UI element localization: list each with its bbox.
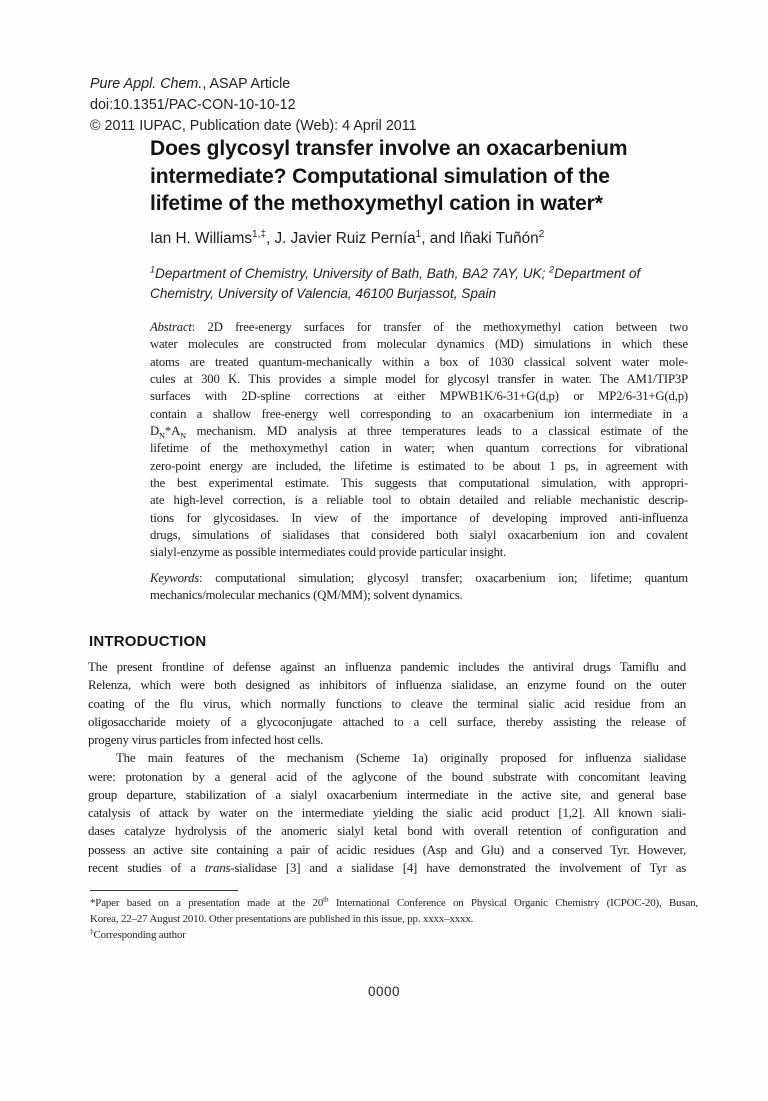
paragraph: [150, 570, 688, 605]
text-line: Does glycosyl transfer involve an oxacarbenium: [150, 137, 628, 160]
text-line: tions for glycosidases. In view of the importance of developing improved anti-influenza: [150, 510, 688, 525]
text-line: doi:10.1351/PAC-CON-10-10-12: [90, 97, 296, 113]
text-line: the best experimental estimate. This suggests that computational simulation, with appropri-: [150, 476, 688, 491]
text-line: lifetime of the methoxymethyl cation in water; when quantum corrections for vibrational: [150, 441, 688, 456]
journal-citation-header: [90, 74, 417, 137]
keywords: [150, 570, 688, 605]
text-line: Korea, 22–27 August 2010. Other presentations are published in this issue, pp. xxxx–xxxx.: [90, 912, 474, 925]
text-line: catalysis of attack by water on the intermediate yielding the sialic acid product [1,2]. All known siali-: [88, 806, 686, 820]
text-line: ‡Corresponding author: [90, 926, 186, 941]
text-line: were: protonation by a general acid of the aglycone of the bound substrate with concomitant leaving: [88, 769, 686, 784]
text-line: cules at 300 K. This provides a simple model for glycosyl transfer in water. The AM1/TIP3P: [150, 372, 688, 387]
page-number: 0000: [367, 984, 401, 999]
affiliations: [150, 264, 695, 304]
text-line: mechanics/molecular mechanics (QM/MM); solvent dynamics.: [150, 588, 463, 603]
abstract: [150, 319, 688, 562]
text-line: atoms are treated quantum-mechanically within a box of 1030 classical solvent water mole-: [150, 354, 688, 369]
paragraph: [90, 896, 698, 928]
paragraph: [90, 928, 698, 944]
text-line: surfaces with 2D-spline corrections at either MPWB1K/6-31+G(d,p) or MP2/6-31+G(d,p): [150, 389, 688, 404]
text-line: Pure Appl. Chem., ASAP Article: [90, 76, 291, 92]
text-line: $D_N*A_N$ mechanism. MD analysis at three temperatures leads to a classical estimate of the: [150, 424, 688, 441]
text-line: contain a shallow free-energy well corresponding to an oxacarbenium ion intermediate in a: [150, 406, 688, 421]
text-line: intermediate? Computational simulation of the: [150, 164, 610, 188]
text-line: Chemistry, University of Valencia, 46100 Burjassot, Spain: [150, 286, 497, 301]
text-line: water molecules are constructed from molecular dynamics (MD) simulations in which these: [150, 337, 688, 352]
text-line: sialyl-enzyme as possible intermediates could provide particular insight.: [150, 545, 507, 560]
paragraph: [88, 749, 686, 877]
article-title: [150, 135, 686, 218]
text-line: possess an active site containing a pair of acidic residues (Asp and Glu) and a conserved Tyr. However,: [88, 842, 686, 857]
text-line: The present frontline of defense against an influenza pandemic includes the antiviral drugs Tamiflu and: [88, 660, 686, 674]
text-line: oligosaccharide moiety of a glycoconjugate attached to a cell surface, thereby assisting the release of: [88, 714, 686, 729]
text-line: zero-point energy are included, the lifetime is estimated to be about 1 ps, in agreement with: [150, 458, 688, 473]
text-line: $^1$Department of Chemistry, University of Bath, Bath, BA2 7AY, UK; $^2$Department of: [150, 264, 641, 281]
text-line: dases catalyze hydrolysis of the anomeric sialyl ketal bond with overall retention of configuration and: [88, 824, 686, 839]
text-line: Relenza, which were both designed as inhibitors of influenza sialidase, an enzyme found on the outer: [88, 678, 686, 693]
text-line: Keywords: computational simulation; glycosyl transfer; oxacarbenium ion; lifetime; quantum: [150, 571, 688, 585]
text-line: *Paper based on a presentation made at the 20th International Conference on Physical Organic Chemistry (ICPOC-20), Busan,: [90, 895, 698, 909]
text-line: progeny virus particles from infected host cells.: [88, 733, 324, 747]
text-line: group departure, stabilization of a sialyl oxacarbenium intermediate in the active site, and general base: [88, 787, 686, 802]
footnotes: [90, 896, 698, 943]
introduction-body: [88, 658, 686, 877]
paragraph: [88, 658, 686, 749]
footnote-divider: [90, 890, 238, 891]
text-line: © 2011 IUPAC, Publication date (Web): 4 April 2011: [90, 118, 417, 134]
author-line: Ian H. Williams$^{1,\ddagger}$, J. Javier Ruiz Pernía$^1$, and Iñaki Tuñón$^2$: [150, 228, 545, 247]
text-line: lifetime of the methoxymethyl cation in water*: [150, 192, 603, 215]
text-line: drugs, simulations of sialidases that considered both sialyl oxacarbenium ion and covalent: [150, 528, 688, 543]
text-line: ate high-level correction, is a reliable tool to obtain detailed and reliable mechanistic descrip-: [150, 493, 688, 508]
text-line: coating of the flu virus, which normally functions to cleave the terminal sialic acid residue from an: [88, 696, 686, 711]
paragraph: [150, 319, 688, 562]
text-line: recent studies of a trans-sialidase [3] and a sialidase [4] have demonstrated the involvement of Tyr as: [88, 860, 686, 875]
section-heading-introduction: INTRODUCTION: [89, 633, 207, 650]
text-line: Abstract: 2D free-energy surfaces for transfer of the methoxymethyl cation between two: [150, 320, 688, 334]
text-line: The main features of the mechanism (Scheme 1a) originally proposed for influenza sialidase: [116, 751, 686, 766]
